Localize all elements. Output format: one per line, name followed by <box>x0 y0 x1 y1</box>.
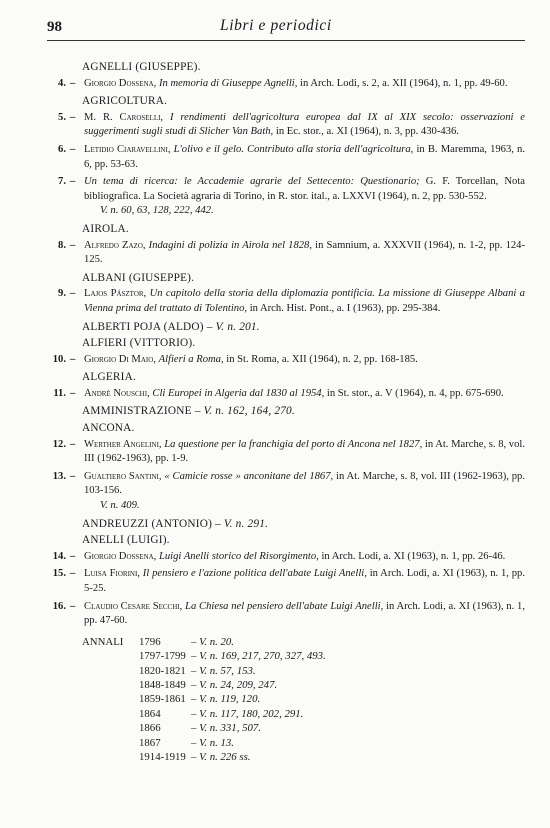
cross-reference: V. n. 60, 63, 128, 222, 442. <box>100 205 214 217</box>
bibliography-entry <box>47 111 525 140</box>
entry-citation: in Arch. Lodi, s. 2, a. XII (1964), n. 1, pp. 49-60. <box>300 77 508 89</box>
entry-body <box>82 550 525 565</box>
bibliography-entry <box>47 550 525 565</box>
entry-author: Luisa Fiorini, <box>84 568 140 580</box>
annali-years: 1914-1919 <box>139 751 186 764</box>
entry-citation: in St. Roma, a. XII (1964), n. 2, pp. 168-185. <box>226 353 418 365</box>
entry-dash: – <box>70 470 76 482</box>
entry-title: Un capitolo della storia della diplomazia pontificia. La missione di Giuseppe Albani a Vienna prima del trattato di Tolentino, <box>84 288 525 314</box>
annali-label <box>82 664 139 678</box>
section-heading <box>47 271 525 286</box>
annali-label <box>82 707 139 721</box>
entry-dash: – <box>70 568 76 580</box>
entry-citation: in Ec. stor., a. XI (1964), n. 3, pp. 430-436. <box>275 126 459 138</box>
cross-reference: – V. n. 291. <box>212 517 269 530</box>
entry-citation: in Arch. Lodi, a. XI (1963), n. 1, pp. 47-60. <box>84 600 525 627</box>
section-heading <box>47 370 525 385</box>
annali-years: 1848-1849 <box>139 679 186 691</box>
entry-number: 6. <box>58 143 66 155</box>
entry-title: « Camicie rosse » anconitane del 1867, <box>164 470 334 482</box>
entry-citation: in At. Marche, s. 8, vol. III (1962-1963), pp. 1-9. <box>84 438 525 465</box>
annali-label <box>82 649 139 663</box>
annali-block <box>47 635 525 765</box>
entry-body <box>82 239 525 268</box>
section-heading-text: AGNELLI (GIUSEPPE). <box>82 61 201 73</box>
annali-row <box>82 721 525 735</box>
entry-title: In memoria di Giuseppe Agnelli, <box>158 77 298 89</box>
running-title: Libri e periodici <box>220 17 332 34</box>
bibliography-entry <box>47 387 525 402</box>
entry-citation: in Arch. Hist. Pont., a. I (1963), pp. 295-384. <box>249 302 441 314</box>
entry-dash: – <box>70 143 76 155</box>
annali-years: 1820-1821 <box>139 664 186 677</box>
annali-label: ANNALI <box>82 635 124 648</box>
entry-citation: in Arch. Lodi, a. XI (1963), n. 1, pp. 5-25. <box>84 568 525 594</box>
annali-years: 1859-1861 <box>139 693 186 706</box>
annali-years: 1797-1799 <box>139 650 186 663</box>
entry-title: Alfieri a Roma, <box>158 353 224 365</box>
entry-body <box>82 353 525 368</box>
entry-body <box>82 470 525 514</box>
entry-body <box>82 387 525 402</box>
entry-body <box>82 438 525 467</box>
entry-author: Letidio Ciaravellini, <box>84 143 171 155</box>
annali-row <box>82 750 525 764</box>
cross-reference: – V. n. 24, 209, 247. <box>191 679 278 691</box>
entry-body <box>82 600 525 629</box>
cross-reference: – V. n. 13. <box>191 736 234 749</box>
annali-row <box>82 736 525 750</box>
annali-row <box>82 635 525 649</box>
entry-number: 5. <box>58 111 66 123</box>
section-heading <box>47 320 525 335</box>
entry-author: Giorgio Dossena, <box>84 77 157 89</box>
entry-title: L'olivo e il gelo. Contributo alla storia dell'agricoltura, <box>173 143 414 155</box>
bibliography-entry <box>47 600 525 629</box>
annali-years: 1866 <box>139 722 161 735</box>
annali-row <box>82 692 525 706</box>
section-heading-text: ANELLI (LUIGI). <box>82 534 170 547</box>
annali-years: 1864 <box>139 707 161 720</box>
entry-title: Un tema di ricerca: le Accademie agrarie del Settecento: Questionario; <box>84 176 420 188</box>
bibliography-entry <box>47 239 525 268</box>
annali-label <box>82 750 139 764</box>
cross-reference: – V. n. 162, 164, 270. <box>191 405 295 418</box>
entry-dash: – <box>70 387 76 399</box>
section-heading-text: AMMINISTRAZIONE <box>82 405 192 418</box>
section-heading-text: AGRICOLTURA. <box>82 95 168 108</box>
entry-title: La questione per la franchigia del porto di Ancona nel 1827, <box>164 438 423 450</box>
entry-author: M. R. Caroselli, <box>84 111 164 123</box>
entry-dash: – <box>70 550 76 562</box>
annali-years: 1867 <box>139 736 161 749</box>
bibliography-entry <box>47 175 525 219</box>
section-heading <box>47 533 525 548</box>
bibliography-entry <box>47 353 525 368</box>
entry-author: Giorgio Dossena, <box>84 550 157 562</box>
annali-label <box>82 721 139 735</box>
entry-citation: in Arch. Lodi, a. XI (1963), n. 1, pp. 26-46. <box>321 550 506 562</box>
header-rule <box>47 40 525 41</box>
section-heading <box>47 60 525 75</box>
section-heading <box>47 421 525 436</box>
bibliography-entry <box>47 567 525 596</box>
entry-number: 7. <box>58 176 66 188</box>
section-heading-text: ALFIERI (VITTORIO). <box>82 337 196 350</box>
entry-dash: – <box>70 239 76 251</box>
cross-reference: – V. n. 201. <box>203 320 260 333</box>
entry-dash: – <box>70 77 76 89</box>
section-heading-text: ALBANI (GIUSEPPE). <box>82 271 195 284</box>
annali-row <box>82 649 525 663</box>
annali-label <box>82 678 139 692</box>
bibliography-entry <box>47 77 525 92</box>
annali-row <box>82 707 525 721</box>
cross-reference: V. n. 409. <box>100 500 140 512</box>
entry-title: Luigi Anelli storico del Risorgimento, <box>158 550 319 562</box>
entry-citation: G. F. Torcellan, Nota bibliografica. La Società agraria di Torino, in R. stor. ital., a. LXXVI (1964), n. 2, pp. 530-552. <box>84 176 525 202</box>
cross-reference: – V. n. 20. <box>191 635 234 648</box>
entry-number: 13. <box>52 470 66 482</box>
entry-dash: – <box>70 176 76 188</box>
section-heading-text: AIROLA. <box>82 222 129 235</box>
entry-title: Il pensiero e l'azione politica dell'abate Luigi Anelli, <box>142 568 367 580</box>
entry-dash: – <box>70 288 76 300</box>
entry-title: Indagini di polizia in Airola nel 1828, <box>148 239 312 251</box>
entry-citation: in B. Maremma, 1963, n. 6, pp. 53-63. <box>84 143 526 170</box>
entry-dash: – <box>70 353 76 365</box>
annali-years: 1796 <box>139 635 161 648</box>
entry-title: La Chiesa nel pensiero dell'abate Luigi Anelli, <box>185 600 384 612</box>
entry-body <box>82 567 525 596</box>
cross-reference: – V. n. 331, 507. <box>191 722 261 735</box>
entry-number: 15. <box>52 568 66 580</box>
annali-row <box>82 678 525 692</box>
entry-citation: in St. stor., a. V (1964), n. 4, pp. 675-690. <box>326 387 504 399</box>
bibliography-entry <box>47 287 525 316</box>
cross-reference: – V. n. 117, 180, 202, 291. <box>191 707 304 720</box>
cross-reference: – V. n. 119, 120. <box>191 693 261 706</box>
cross-reference: – V. n. 169, 217, 270, 327, 493. <box>191 650 326 663</box>
entry-author: Claudio Cesare Secchi, <box>84 600 183 612</box>
entry-citation: in Samnium, a. XXXVII (1964), n. 1-2, pp. 124-125. <box>84 239 525 266</box>
entry-body <box>82 143 525 172</box>
section-heading <box>47 336 525 351</box>
bibliography-entry <box>47 143 525 172</box>
section-heading <box>47 404 525 419</box>
entry-dash: – <box>70 111 76 123</box>
entry-number: 10. <box>52 353 66 365</box>
entry-number: 11. <box>53 387 66 399</box>
entry-author: Werther Angelini, <box>84 438 162 450</box>
entry-author: Giorgio Di Maio, <box>84 353 156 365</box>
annali-row <box>82 664 525 678</box>
entry-dash: – <box>70 600 76 612</box>
entry-number: 12. <box>52 438 66 450</box>
entry-title: Cli Europei in Algeria dal 1830 al 1954, <box>152 387 325 399</box>
bibliography-entry <box>47 470 525 514</box>
section-heading-text: ANCONA. <box>82 422 135 435</box>
entry-body <box>82 77 525 92</box>
section-heading-text: ALGERIA. <box>82 371 136 384</box>
section-heading <box>47 222 525 237</box>
section-heading <box>47 517 525 532</box>
entry-citation: in At. Marche, s. 8, vol. III (1962-1963), pp. 103-156. <box>84 470 526 497</box>
entry-author: Gualtiero Santini, <box>84 470 162 482</box>
entry-body <box>82 175 525 219</box>
section-heading <box>47 94 525 109</box>
entry-body <box>82 111 525 140</box>
section-heading-text: ANDREUZZI (ANTONIO) <box>82 517 213 530</box>
entry-title: I rendimenti dell'agricoltura europea dal IX al XIX secolo: osservazioni e suggerimenti sugli studi di Slicher Van Bath, <box>84 111 526 138</box>
cross-reference: – V. n. 57, 153. <box>191 664 256 677</box>
entry-author: André Nouschi, <box>84 387 150 399</box>
index-listing <box>47 58 525 764</box>
annali-label <box>82 736 139 750</box>
entry-number: 8. <box>58 239 66 251</box>
entry-dash: – <box>70 438 76 450</box>
section-heading-text: ALBERTI POJA (ALDO) <box>82 320 204 333</box>
entry-number: 9. <box>58 288 66 300</box>
cross-reference: – V. n. 226 ss. <box>191 751 251 764</box>
entry-author: Lajos Pásztor, <box>84 288 147 300</box>
page-number: 98 <box>47 19 62 35</box>
annali-label <box>82 692 139 706</box>
entry-author: Alfredo Zazo, <box>84 239 146 251</box>
entry-body <box>82 287 525 316</box>
entry-number: 14. <box>52 550 66 562</box>
bibliography-entry <box>47 438 525 467</box>
entry-number: 4. <box>58 77 66 89</box>
entry-number: 16. <box>52 600 66 612</box>
